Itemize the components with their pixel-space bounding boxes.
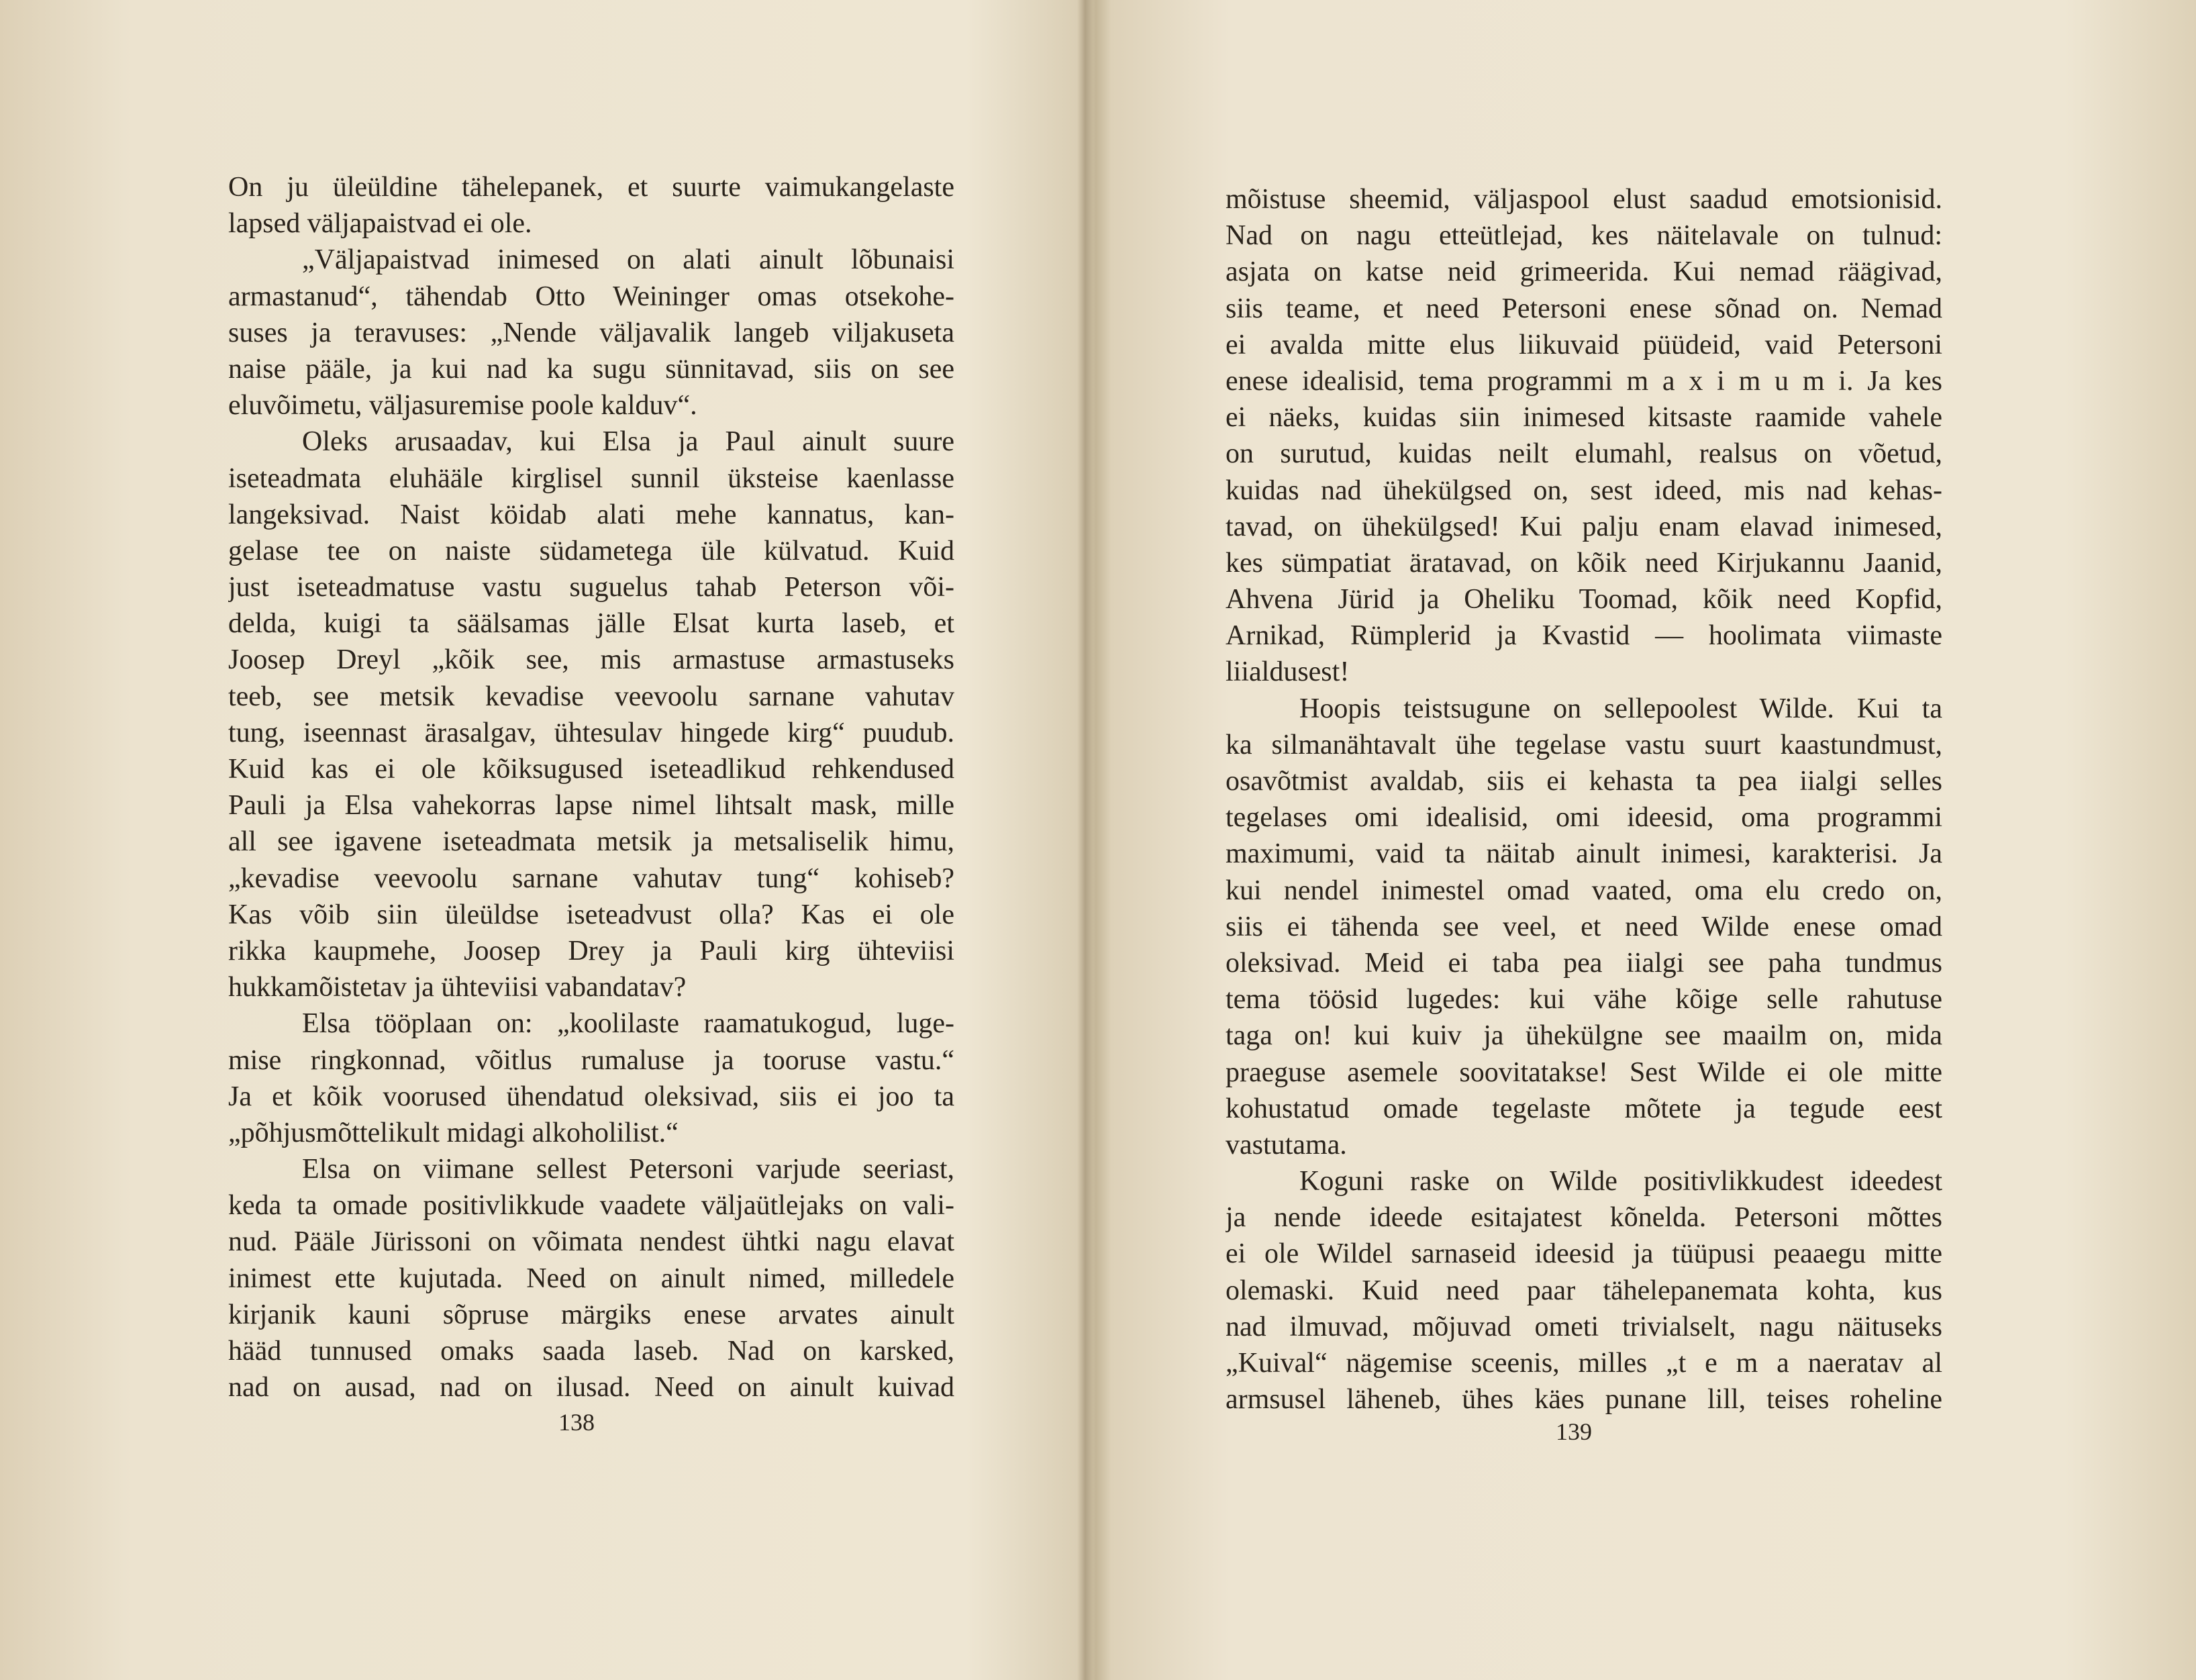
text-line: mõistuse sheemid, väljaspool elust saadud emotsionisid. bbox=[1226, 184, 1942, 215]
text-line: kuidas nad ühekülgsed on, sest ideed, mis nad kehas- bbox=[1226, 475, 1942, 506]
text-line: on surutud, kuidas neilt elumahl, realsus on võetud, bbox=[1226, 438, 1942, 470]
text-line: osavõtmist avaldab, siis ei kehasta ta pea iialgi selles bbox=[1226, 766, 1942, 797]
text-line: just iseteadmatuse vastu suguelus tahab Peterson või- bbox=[228, 572, 954, 603]
text-line: tung, iseennast ärasalgav, ühtesulav hingede kirg“ puudub. bbox=[228, 717, 954, 748]
text-line: langeksivad. Naist köidab alati mehe kannatus, kan- bbox=[228, 499, 954, 530]
text-line: ei ole Wildel sarnaseid ideesid ja tüüpusi peaaegu mitte bbox=[1226, 1238, 1942, 1270]
text-line: ei avalda mitte elus liikuvaid püüdeid, vaid Petersoni bbox=[1226, 329, 1942, 360]
text-line: Ja et kõik voorused ühendatud oleksivad, siis ei joo ta bbox=[228, 1081, 954, 1112]
page-number: 139 bbox=[1556, 1418, 1592, 1445]
text-line: all see igavene iseteadmata metsik ja metsaliselik himu, bbox=[228, 826, 954, 858]
text-line: suses ja teravuses: „Nende väljavalik langeb viljakuseta bbox=[228, 317, 954, 348]
text-line: ja nende ideede esitajatest kõnelda. Petersoni mõttes bbox=[1226, 1202, 1942, 1234]
text-line: inimest ette kujutada. Need on ainult nimed, milledele bbox=[228, 1263, 954, 1294]
text-line: hääd tunnused omaks saada laseb. Nad on karsked, bbox=[228, 1336, 954, 1367]
left-page-body bbox=[228, 169, 954, 1405]
text-line: oleksivad. Meid ei taba pea iialgi see paha tundmus bbox=[1226, 947, 1942, 979]
text-line: kirjanik kauni sõpruse märgiks enese arvates ainult bbox=[228, 1299, 954, 1330]
text-line: siis teame, et need Petersoni enese sõnad on. Nemad bbox=[1226, 293, 1942, 324]
text-line: kes sümpatiat äratavad, on kõik need Kirjukannu Jaanid, bbox=[1226, 547, 1942, 579]
text-line: nad on ausad, nad on ilusad. Need on ainult kuivad bbox=[228, 1372, 954, 1403]
text-line: lapsed väljapaistvad ei ole. bbox=[228, 208, 532, 240]
text-line: Kuid kas ei ole kõiksugused iseteadlikud rehkendused bbox=[228, 754, 954, 785]
text-line: nad ilmuvad, mõjuvad ometi trivialselt, nagu näituseks bbox=[1226, 1311, 1942, 1342]
text-line: siis ei tähenda see veel, et need Wilde enese omad bbox=[1226, 911, 1942, 942]
text-line: tegelases omi idealisid, omi ideesid, oma programmi bbox=[1226, 802, 1942, 834]
text-line: Nad on nagu etteütlejad, kes näitelavale on tulnud: bbox=[1226, 220, 1942, 252]
text-line: Pauli ja Elsa vahekorras lapse nimel lihtsalt mask, mille bbox=[228, 790, 954, 822]
text-line: „kevadise veevoolu sarnane vahutav tung“ kohiseb? bbox=[228, 862, 954, 894]
text-line: ei näeks, kuidas siin inimesed kitsaste raamide vahele bbox=[1226, 402, 1942, 434]
text-line: kohustatud omade tegelaste mõtete ja tegude eest bbox=[1226, 1093, 1942, 1124]
text-line: kui nendel inimestel omad vaated, oma elu credo on, bbox=[1226, 875, 1942, 906]
text-line: liialdusest! bbox=[1226, 656, 1350, 688]
text-line: Ahvena Jürid ja Oheliku Toomad, kõik need Kopfid, bbox=[1226, 584, 1942, 615]
text-line: armastanud“, tähendab Otto Weininger omas otsekohe- bbox=[228, 281, 954, 312]
text-line: „põhjusmõttelikult midagi alkoholilist.“ bbox=[228, 1117, 679, 1148]
text-line: armsusel läheneb, ühes käes punane lill, teises roheline bbox=[1226, 1384, 1942, 1416]
text-line: praeguse asemele soovitatakse! Sest Wilde ei ole mitte bbox=[1226, 1056, 1942, 1088]
text-line: Joosep Dreyl „kõik see, mis armastuse armastuseks bbox=[228, 644, 954, 676]
text-line: delda, kuigi ta säälsamas jälle Elsat kurta laseb, et bbox=[228, 608, 954, 640]
text-line: „Kuival“ nägemise sceenis, milles „t e m a naeratav al bbox=[1226, 1348, 1942, 1379]
text-line: rikka kaupmehe, Joosep Drey ja Pauli kirg ühteviisi bbox=[228, 935, 954, 967]
left-page bbox=[0, 0, 1087, 1680]
right-page-body bbox=[1226, 181, 1942, 1418]
text-line: asjata on katse neid grimeerida. Kui nemad räägivad, bbox=[1226, 256, 1942, 288]
text-line: enese idealisid, tema programmi m a x i m u m i. Ja kes bbox=[1226, 365, 1942, 397]
text-line: teeb, see metsik kevadise veevoolu sarnane vahutav bbox=[228, 681, 954, 712]
text-line: iseteadmata eluhääle kirglisel sunnil üksteise kaenlasse bbox=[228, 462, 954, 494]
text-line: On ju üleüldine tähelepanek, et suurte vaimukangelaste bbox=[228, 172, 954, 203]
text-line: gelase tee on naiste südametega üle külvatud. Kuid bbox=[228, 535, 954, 566]
text-line: Hoopis teistsugune on sellepoolest Wilde. Kui ta bbox=[1299, 693, 1942, 724]
text-line: naise pääle, ja kui nad ka sugu sünnitavad, siis on see bbox=[228, 353, 954, 385]
text-line: maximumi, vaid ta näitab ainult inimesi, karakterisi. Ja bbox=[1226, 838, 1942, 870]
text-line: ka silmanähtavalt ühe tegelase vastu suurt kaastundmust, bbox=[1226, 729, 1942, 760]
text-line: hukkamõistetav ja ühteviisi vabandatav? bbox=[228, 972, 687, 1003]
text-line: tavad, on ühekülgsed! Kui palju enam elavad inimesed, bbox=[1226, 511, 1942, 542]
text-line: Arnikad, Rümplerid ja Kvastid — hoolimata viimaste bbox=[1226, 620, 1942, 652]
text-line: olemaski. Kuid need paar tähelepanemata kohta, kus bbox=[1226, 1275, 1942, 1306]
text-line: Elsa on viimane sellest Petersoni varjude seeriast, bbox=[302, 1154, 954, 1185]
text-line: Koguni raske on Wilde positivlikkudest ideedest bbox=[1299, 1166, 1942, 1197]
text-line: tema töösid lugedes: kui vähe kõige selle rahutuse bbox=[1226, 984, 1942, 1016]
page-number: 138 bbox=[558, 1409, 595, 1436]
text-line: mise ringkonnad, võitlus rumaluse ja tooruse vastu.“ bbox=[228, 1044, 954, 1076]
text-line: Elsa tööplaan on: „koolilaste raamatukogud, luge- bbox=[302, 1008, 954, 1040]
text-line: keda ta omade positivlikkude vaadete väljaütlejaks on vali- bbox=[228, 1190, 954, 1222]
text-line: „Väljapaistvad inimesed on alati ainult lõbunaisi bbox=[302, 244, 954, 276]
text-line: vastutama. bbox=[1226, 1129, 1347, 1160]
text-line: Kas võib siin üleüldse iseteadvust olla? Kas ei ole bbox=[228, 899, 954, 930]
text-line: taga on! kui kuiv ja ühekülgne see maailm on, mida bbox=[1226, 1020, 1942, 1052]
text-line: nud. Pääle Jürissoni on võimata nendest ühtki nagu elavat bbox=[228, 1226, 954, 1258]
text-line: eluvõimetu, väljasuremise poole kalduv“. bbox=[228, 390, 697, 422]
text-line: Oleks arusaadav, kui Elsa ja Paul ainult suure bbox=[302, 426, 954, 458]
